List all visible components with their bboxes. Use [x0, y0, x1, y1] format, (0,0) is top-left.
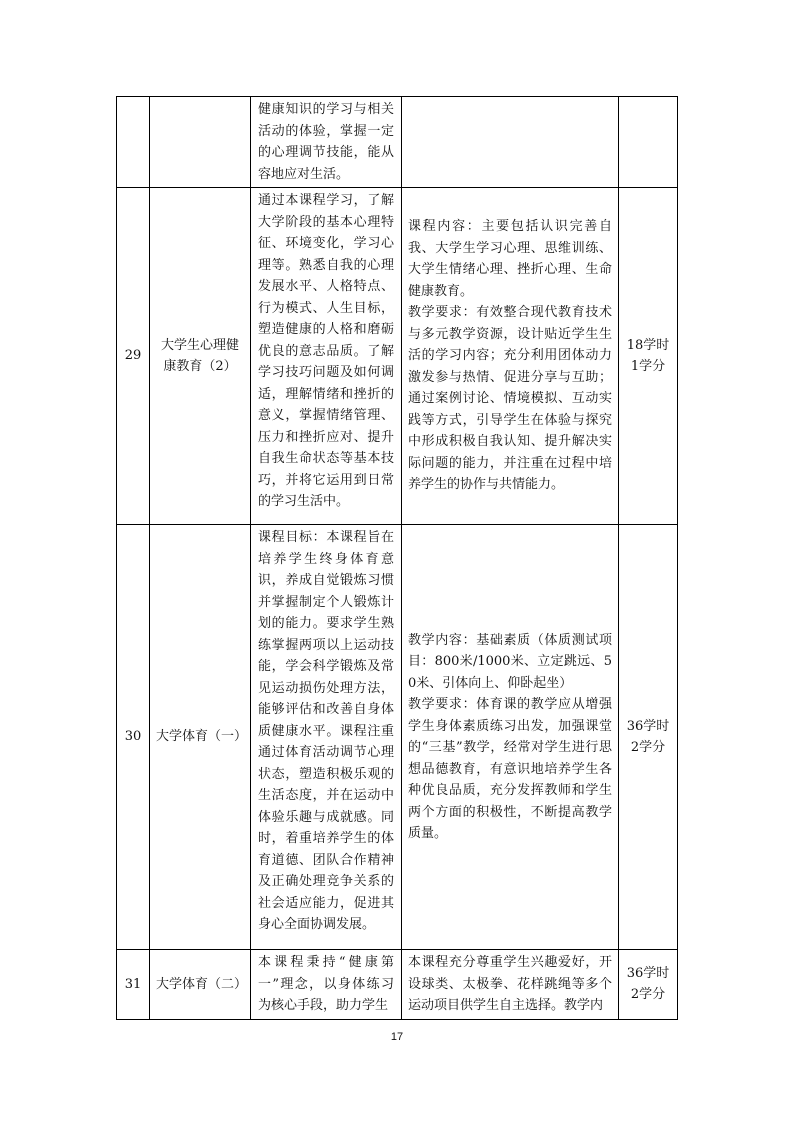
course-number: 31: [117, 950, 150, 1020]
table-row: [117, 188, 678, 525]
course-number: 29: [117, 188, 150, 525]
course-hours: [619, 188, 678, 525]
course-hours: [619, 950, 678, 1020]
course-name: [150, 97, 251, 188]
course-content: 本课程充分尊重学生兴趣爱好，开设球类、太极拳、花样跳绳等多个运动项目供学生自主选择。教学内: [402, 950, 619, 1020]
hours-label: 36学时: [626, 718, 670, 734]
course-name: 大学体育（一）: [150, 525, 251, 950]
credits-label: 2学分: [630, 740, 666, 755]
course-table: [116, 96, 678, 1020]
course-content: [402, 97, 619, 188]
course-name: 大学生心理健康教育（2）: [150, 188, 251, 525]
course-hours: [619, 97, 678, 188]
table-row: [117, 525, 678, 950]
page-number: 17: [390, 1031, 404, 1043]
course-name: 大学体育（二）: [150, 950, 251, 1020]
course-goal: 健康知识的学习与相关活动的体验，掌握一定的心理调节技能，能从容地应对生活。: [251, 97, 402, 188]
course-content: 教学内容：基础素质（体质测试项目：800米/1000米、立定跳远、50米、引体向上、仰卧起坐） 教学要求：体育课的教学应从增强学生身体素质练习出发，加强课堂的“三基”教学，经常对学生进行思想品德教育，有意识地培养学生各种优良品质，充分发挥教师和学生两个方面的积极性，不断提高教学质量。: [402, 525, 619, 950]
course-goal: 本课程秉持“健康第一”理念，以身体练习为核心手段，助力学生: [251, 950, 402, 1020]
course-number: [117, 97, 150, 188]
hours-label: 18学时: [626, 337, 670, 353]
course-hours: [619, 525, 678, 950]
table-row: [117, 97, 678, 188]
table-row: [117, 950, 678, 1020]
course-goal: 课程目标：本课程旨在培养学生终身体育意识，养成自觉锻炼习惯并掌握制定个人锻炼计划的能力。要求学生熟练掌握两项以上运动技能，学会科学锻炼及常见运动损伤处理方法，能够评估和改善自身体质健康水平。课程注重通过体育活动调节心理状态，塑造积极乐观的生活态度，并在运动中体验乐趣与成就感。同时，着重培养学生的体育道德、团队合作精神及正确处理竞争关系的社会适应能力，促进其身心全面协调发展。: [251, 525, 402, 950]
course-goal: 通过本课程学习，了解大学阶段的基本心理特征、环境变化，学习心理等。熟悉自我的心理发展水平、人格特点、行为模式、人生目标，塑造健康的人格和磨砺优良的意志品质。了解学习技巧问题及如何调适，理解情绪和挫折的意义，掌握情绪管理、压力和挫折应对、提升自我生命状态等基本技巧，并将它运用到日常的学习生活中。: [251, 188, 402, 525]
course-content: 课程内容：主要包括认识完善自我、大学生学习心理、思维训练、大学生情绪心理、挫折心理、生命健康教育。 教学要求：有效整合现代教育技术与多元教学资源，设计贴近学生生活的学习内容；充分利用团体动力激发参与热情、促进分享与互助；通过案例讨论、情境模拟、互动实践等方式，引导学生在体验与探究中形成积极自我认知、提升解决实际问题的能力，并注重在过程中培养学生的协作与共情能力。: [402, 188, 619, 525]
credits-label: 2学分: [630, 987, 666, 1003]
hours-label: 36学时: [626, 965, 670, 981]
credits-label: 1学分: [630, 359, 666, 374]
course-number: 30: [117, 525, 150, 950]
